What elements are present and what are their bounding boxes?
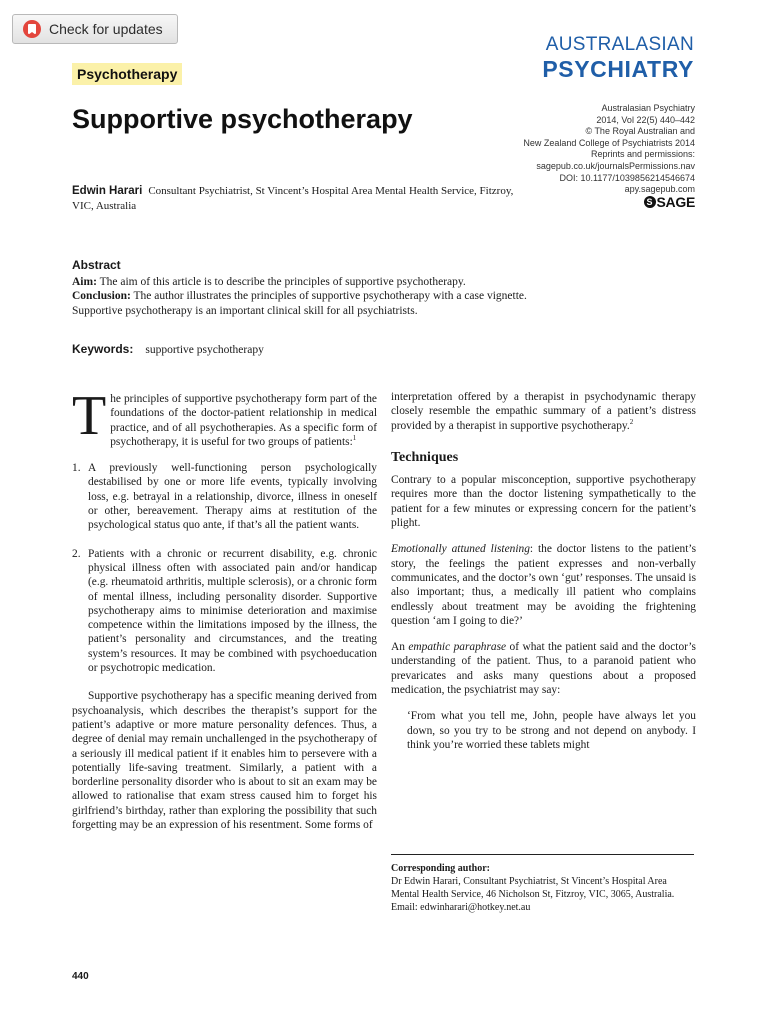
- intro-paragraph: The principles of supportive psychotherapy form part of the foundations of the doctor-patient relationship in medical practice, and of all psychotherapies. As a specific form of psychotherapy, it is useful for two groups of patients:$^1$: [72, 385, 377, 448]
- author-name: Edwin Harari: [72, 185, 143, 197]
- body-paragraph: interpretation offered by a therapist in psychodynamic therapy closely resemble the empathic summary of a patient’s distress provided by a therapist in supportive psychotherapy.$^2$: [391, 391, 696, 432]
- check-for-updates-button[interactable]: [12, 14, 178, 44]
- list-item: 2. Patients with a chronic or recurrent disability, e.g. chronic physical illness often with associated pain and/or handicap (e.g. rheumatoid arthritis, multiple sclerosis), or a chronic form of mental illness, including personality disorder. Supportive psychotherapy aims to minimise deterioration and maximise competence within the limitations imposed by the illness, the patient’s personality and circumstances, and the treating system’s resources. It may be combined with psychoeducation or psychotropic medication.: [72, 547, 377, 675]
- body-paragraph: Supportive psychotherapy has a specific meaning derived from psychoanalysis, which describes the therapist’s support for the patient’s adaptive or more mature personality defences. Thus, a degree of denial may remain unchallenged in the psychotherapy of a seriously ill medical patient if it enables him to persevere with a potentially life-saving treatment. Similarly, a patient with a borderline personality disorder who is about to sit an exam may be allowed to rationalise that exam stress caused him to forget his girlfriend’s birthday, rather than exploring the possibility that such forgetting may be an expression of his resentment. Some forms of: [72, 690, 377, 832]
- quote-paragraph: ‘From what you tell me, John, people have always let you down, so you try to be strong and not depend on anybody. I think you’re worried these tablets might: [407, 710, 696, 751]
- abstract-heading: Abstract: [72, 258, 121, 272]
- body-paragraph: Contrary to a popular misconception, supportive psychotherapy requires more than the doctor listening sympathetically to the patient for a few minutes or expressing concern for the patient’s plight.: [391, 474, 696, 530]
- abstract-closing: Supportive psychotherapy is an important clinical skill for all psychiatrists.: [72, 304, 418, 317]
- keywords: [72, 342, 264, 356]
- pub-info-line: © The Royal Australian and: [585, 126, 695, 137]
- section-tag: Psychotherapy: [72, 63, 182, 85]
- pub-info-line: 2014, Vol 22(5) 440–442: [596, 114, 695, 125]
- abstract: [72, 258, 632, 318]
- corresponding-author-footnote: [391, 854, 694, 914]
- pub-info-line: DOI: 10.1177/1039856214546674: [559, 172, 695, 183]
- pub-info-line: Australasian Psychiatry: [601, 103, 695, 113]
- author-block: [72, 184, 522, 214]
- aim-label: Aim:: [72, 275, 97, 288]
- journal-logo: [542, 34, 694, 82]
- list-item: 1. A previously well-functioning person psychologically destabilised by one or more life events, typically involving loss, e.g. betrayal in a relationship, divorce, illness in oneself or other, bereavement. Therapy aims at restitution of the psychological status quo ante, if that’s all the patient wants.: [72, 462, 377, 532]
- abstract-aim: Aim: The aim of this article is to describe the principles of supportive psychotherapy.: [72, 275, 466, 288]
- journal-name-line2: PSYCHIATRY: [542, 56, 694, 82]
- bookmark-update-icon: [23, 20, 41, 38]
- sage-mark-icon: S: [644, 196, 656, 208]
- body-column-left: [72, 385, 377, 832]
- author-affiliation: Consultant Psychiatrist, St Vincent’s Hospital Area Mental Health Service, Fitzroy, VIC, Australia: [72, 185, 514, 212]
- pub-info-line: Reprints and permissions:: [590, 149, 695, 160]
- check-for-updates-label: Check for updates: [49, 21, 163, 37]
- pub-info-line: New Zealand College of Psychiatrists 2014: [523, 137, 695, 148]
- keywords-label: Keywords:: [72, 342, 134, 356]
- publication-info: [523, 103, 695, 196]
- footnote-heading: Corresponding author:: [391, 863, 490, 874]
- footnote-text: Dr Edwin Harari, Consultant Psychiatrist, St Vincent’s Hospital Area Mental Health Service, 46 Nicholson St, Fitzroy, VIC, 3065, Australia.: [391, 876, 675, 900]
- sage-wordmark: SAGE: [656, 194, 695, 210]
- page-number: 440: [72, 971, 89, 982]
- body-paragraph: An empathic paraphrase of what the patient said and the doctor’s understanding of the patient. Thus, to a paranoid patient who prevaricates and asks many questions about a proposed medication, the psychiatrist may say:: [391, 641, 696, 697]
- sage-logo: [644, 194, 695, 210]
- pub-info-line: sagepub.co.uk/journalsPermissions.nav: [536, 160, 695, 171]
- pub-info-line: apy.sagepub.com: [624, 184, 695, 195]
- article-title: Supportive psychotherapy: [72, 104, 413, 134]
- section-heading-techniques: Techniques: [391, 449, 459, 465]
- patient-groups-list: [72, 461, 377, 675]
- reference-marker: 1: [352, 434, 357, 443]
- conclusion-label: Conclusion:: [72, 290, 131, 302]
- drop-cap: T: [72, 385, 107, 447]
- abstract-conclusion: Conclusion: The author illustrates the principles of supportive psychotherapy with a case vignette.: [72, 290, 527, 302]
- body-paragraph: Emotionally attuned listening: the doctor listens to the patient’s story, the feelings the patient expresses and non-verbally communicates, and the doctor’s own ‘gut’ responses. The unsaid is also important; thus, a medically ill patient who complains endlessly about treatment may be avoiding the frightening question ‘am I going to die?’: [391, 543, 697, 627]
- body-column-right: [391, 390, 696, 752]
- reference-marker: 2: [629, 417, 634, 426]
- footnote-email[interactable]: Email: edwinharari@hotkey.net.au: [391, 902, 531, 913]
- keywords-value: supportive psychotherapy: [145, 344, 264, 356]
- journal-name-line1: AUSTRALASIAN: [545, 34, 694, 55]
